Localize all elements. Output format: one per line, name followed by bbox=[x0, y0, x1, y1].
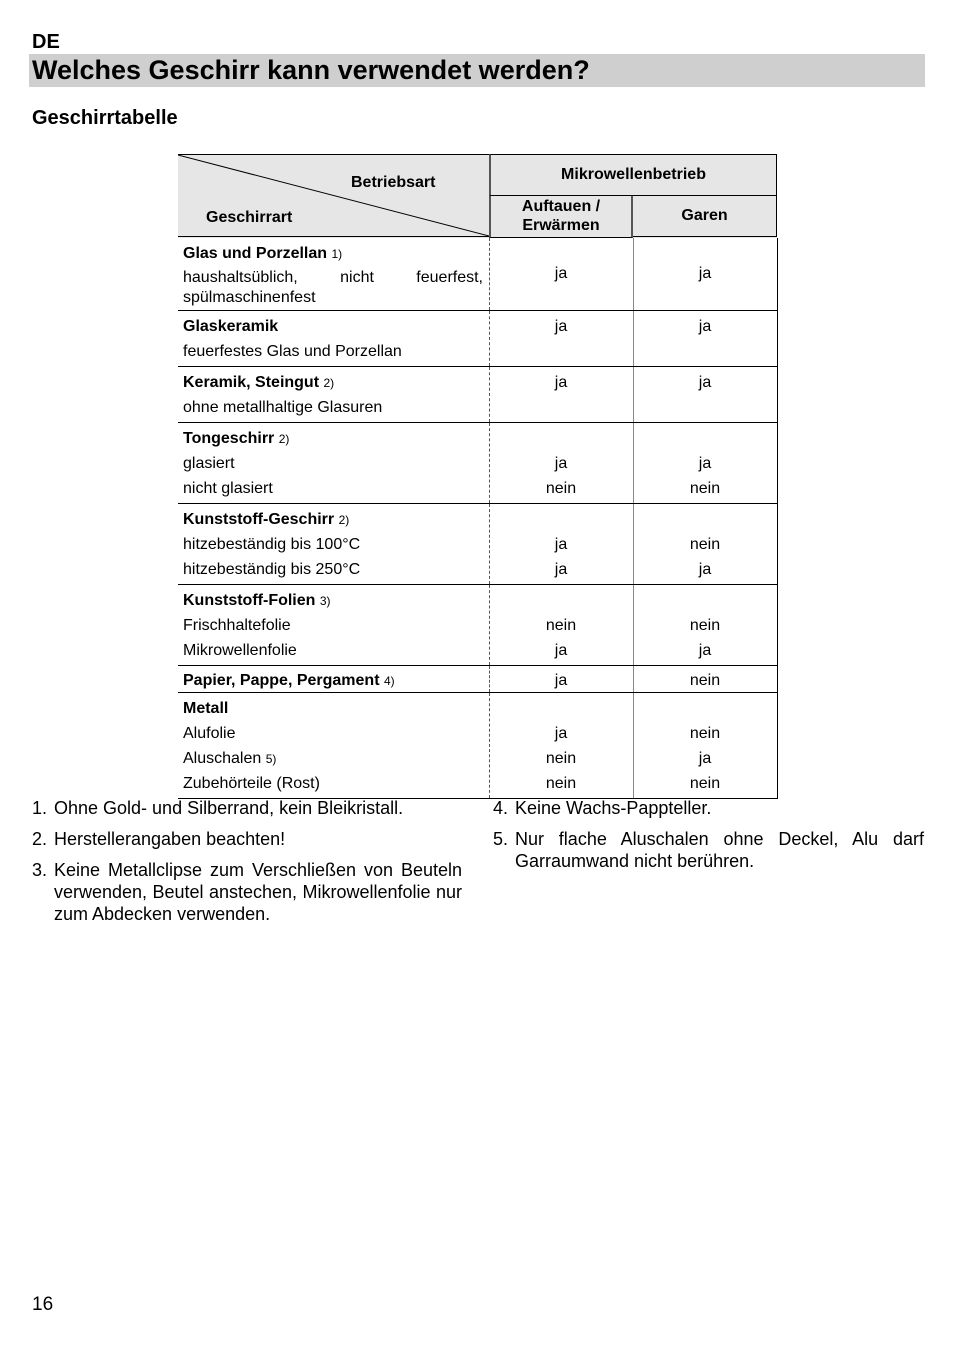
row-item-word: feuerfest, bbox=[416, 269, 483, 286]
table-row bbox=[178, 585, 777, 666]
corner-label-dishware: Geschirrart bbox=[206, 209, 293, 226]
cell-value: nein bbox=[689, 617, 721, 634]
footnote-number: 5. bbox=[493, 829, 509, 849]
row-title: Kunststoff-Geschirr bbox=[183, 511, 335, 528]
cell-value: nein bbox=[545, 750, 577, 767]
table-corner-cell bbox=[178, 154, 489, 238]
footnote-ref: 2) bbox=[338, 513, 350, 527]
footnote-text: Keine Metallclipse zum Verschließen von Beuteln verwenden, Beutel anstechen, Mikrowellenfolie nur zum Abdecken verwenden. bbox=[54, 860, 462, 924]
row-item: Alufolie bbox=[183, 725, 236, 742]
row-item: glasiert bbox=[183, 455, 235, 472]
row-title: Keramik, Steingut bbox=[183, 374, 320, 391]
cell-value: ja bbox=[554, 455, 568, 472]
footnote-ref: 1) bbox=[331, 247, 343, 261]
col-header-defrost-line2: Erwärmen bbox=[522, 217, 600, 234]
footnote-ref: 2) bbox=[323, 376, 335, 390]
footnote-ref: 4) bbox=[383, 674, 395, 688]
row-item: Aluschalen bbox=[183, 750, 262, 767]
cell-value: nein bbox=[689, 725, 721, 742]
footnote-ref: 3) bbox=[319, 594, 331, 608]
table-row bbox=[178, 367, 777, 423]
cell-value: nein bbox=[545, 775, 577, 792]
cell-value: nein bbox=[545, 480, 577, 497]
page-title: Welches Geschirr kann verwendet werden? bbox=[32, 55, 590, 85]
row-item: feuerfestes Glas und Porzellan bbox=[183, 343, 402, 360]
footnote-number: 3. bbox=[32, 860, 48, 880]
row-title: Glas und Porzellan bbox=[183, 245, 328, 262]
cell-value: ja bbox=[698, 561, 712, 578]
title-bar bbox=[29, 54, 925, 87]
footnote-number: 4. bbox=[493, 798, 509, 818]
page-number: 16 bbox=[32, 1294, 54, 1315]
section-title: Geschirrtabelle bbox=[32, 107, 178, 129]
dishware-table bbox=[178, 154, 777, 799]
cell-value: nein bbox=[689, 480, 721, 497]
table-row bbox=[178, 504, 777, 585]
col-header-defrost bbox=[489, 196, 633, 238]
row-title: Glaskeramik bbox=[183, 318, 279, 335]
row-item-word: nicht bbox=[340, 269, 374, 286]
cell-value: ja bbox=[554, 265, 568, 282]
cell-value: nein bbox=[689, 672, 721, 689]
corner-label-mode: Betriebsart bbox=[351, 174, 436, 191]
row-title: Papier, Pappe, Pergament bbox=[183, 672, 380, 689]
cell-value: nein bbox=[545, 617, 577, 634]
row-item: Zubehörteile (Rost) bbox=[183, 775, 320, 792]
footnote-item bbox=[32, 797, 462, 819]
cell-value: ja bbox=[554, 561, 568, 578]
footnote-text: Keine Wachs-Pappteller. bbox=[515, 798, 712, 818]
footnote-number: 1. bbox=[32, 798, 48, 818]
cell-value: ja bbox=[698, 642, 712, 659]
group-header-microwave: Mikrowellenbetrieb bbox=[489, 154, 777, 196]
footnote-item bbox=[493, 828, 924, 872]
cell-value: ja bbox=[554, 672, 568, 689]
footnote-item bbox=[32, 859, 462, 925]
row-item: hitzebeständig bis 250°C bbox=[183, 561, 361, 578]
row-item-word: spülmaschinenfest bbox=[183, 289, 316, 306]
table-row bbox=[178, 238, 777, 311]
cell-value: ja bbox=[554, 642, 568, 659]
cell-value: nein bbox=[689, 536, 721, 553]
footnote-ref: 2) bbox=[278, 432, 290, 446]
footnote-item bbox=[32, 828, 462, 850]
cell-value: ja bbox=[554, 725, 568, 742]
row-title: Tongeschirr bbox=[183, 430, 275, 447]
footnote-ref: 5) bbox=[265, 752, 277, 766]
row-title: Metall bbox=[183, 700, 229, 717]
col-header-cook: Garen bbox=[633, 196, 777, 237]
footnote-text: Ohne Gold- und Silberrand, kein Bleikristall. bbox=[54, 798, 404, 818]
table-row bbox=[178, 666, 777, 693]
row-item: nicht glasiert bbox=[183, 480, 273, 497]
row-item: hitzebeständig bis 100°C bbox=[183, 536, 361, 553]
table-row bbox=[178, 423, 777, 504]
cell-value: ja bbox=[554, 374, 568, 391]
row-item: Mikrowellenfolie bbox=[183, 642, 297, 659]
cell-value: ja bbox=[554, 318, 568, 335]
table-row bbox=[178, 693, 777, 799]
row-title: Kunststoff-Folien bbox=[183, 592, 316, 609]
cell-value: ja bbox=[698, 265, 712, 282]
col-header-defrost-line1: Auftauen / bbox=[521, 198, 601, 215]
row-item: Frischhaltefolie bbox=[183, 617, 291, 634]
table-row bbox=[178, 311, 777, 367]
footnote-number: 2. bbox=[32, 829, 48, 849]
row-item: ohne metallhaltige Glasuren bbox=[183, 399, 383, 416]
language-code: DE bbox=[32, 31, 60, 53]
cell-value: ja bbox=[698, 374, 712, 391]
footnote-text: Nur flache Aluschalen ohne Deckel, Alu darf Garraumwand nicht berühren. bbox=[515, 829, 924, 871]
cell-value: ja bbox=[698, 455, 712, 472]
footnote-item bbox=[493, 797, 924, 819]
cell-value: ja bbox=[698, 750, 712, 767]
cell-value: nein bbox=[689, 775, 721, 792]
footnotes-left bbox=[32, 797, 462, 934]
cell-value: ja bbox=[698, 318, 712, 335]
footnotes-right bbox=[493, 797, 924, 881]
footnote-text: Herstellerangaben beachten! bbox=[54, 829, 286, 849]
cell-value: ja bbox=[554, 536, 568, 553]
row-item-word: haushaltsüblich, bbox=[183, 269, 298, 286]
